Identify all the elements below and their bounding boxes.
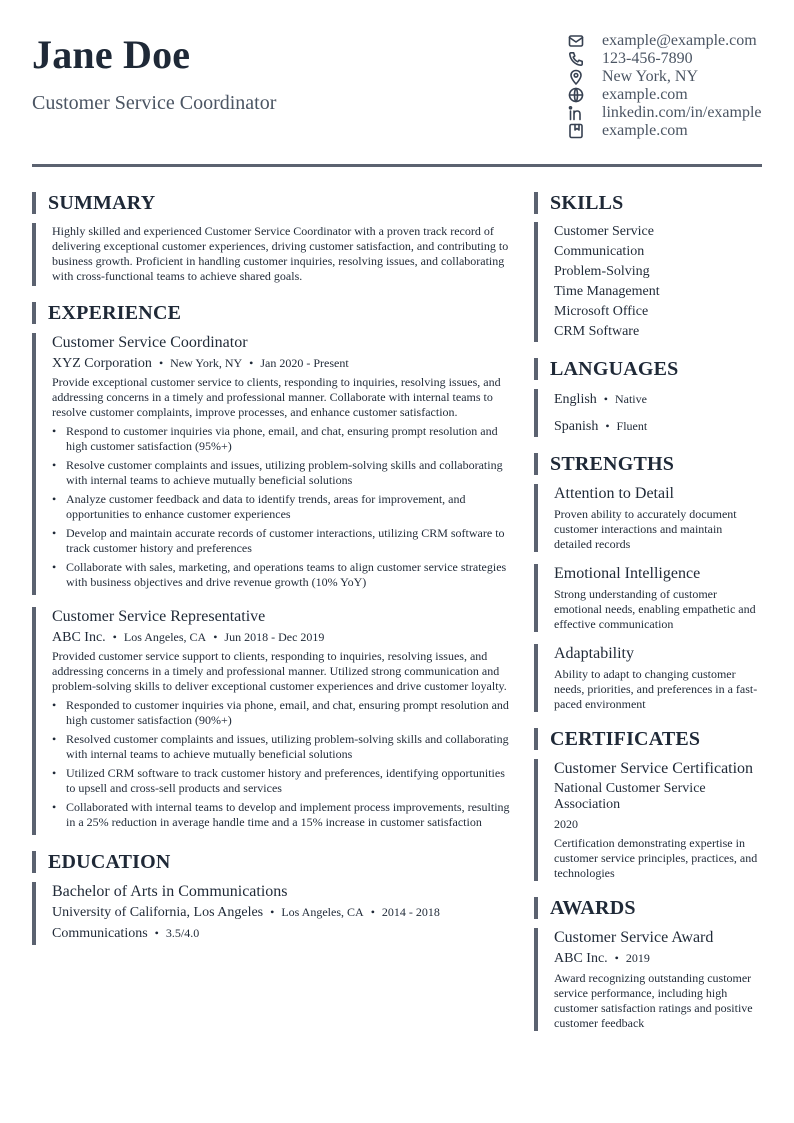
list-item: • Develop and maintain accurate records of customer interactions, utilizing CRM software to track customer history and preferences xyxy=(52,526,512,556)
language-item xyxy=(554,389,762,416)
award-meta xyxy=(554,949,762,968)
contact-location xyxy=(568,68,794,86)
education-meta xyxy=(52,903,512,922)
separator-dot: • xyxy=(605,419,610,433)
certificates-heading: CERTIFICATES xyxy=(534,728,762,750)
job-dates: Jun 2018 - Dec 2019 xyxy=(224,630,325,644)
award-issuer: ABC Inc. xyxy=(554,951,608,966)
strength-title: Adaptability xyxy=(554,645,634,662)
skill-item: Customer Service xyxy=(554,224,654,239)
language-name: Spanish xyxy=(554,419,599,434)
contact-linkedin-text: linkedin.com/in/example xyxy=(602,104,762,121)
experience-entry-1 xyxy=(32,333,512,595)
job-title: Customer Service Representative xyxy=(52,608,266,625)
summary-text: Highly skilled and experienced Customer Service Coordinator with a proven track record of delivering exceptional customer experiences, driving customer satisfaction, and contributing to business growth. Proficient in handling customer inquiries, resolving issues, and collaborating with cross-functional teams to achieve shared goals. xyxy=(52,224,509,283)
strength-item xyxy=(534,644,762,712)
linkedin-icon xyxy=(568,105,602,121)
header-divider xyxy=(32,164,762,167)
award-year: 2019 xyxy=(625,951,650,965)
job-description: Provided customer service support to clients, responding to inquiries, resolving issues, and addressing concerns in a timely and professional manner. Utilized strong communication and problem-solving skills to deliver exceptional customer experiences and drive customer loyalty. xyxy=(52,649,507,693)
separator-dot: • xyxy=(112,630,117,644)
list-item: • Collaborate with sales, marketing, and operations teams to align customer service strategies with business objectives and drive revenue growth (10% YoY) xyxy=(52,560,512,590)
award-item xyxy=(534,928,762,1031)
list-item: • Resolved customer complaints and issues, utilizing problem-solving skills and collaborating with internal teams to achieve mutually beneficial solutions xyxy=(52,732,512,762)
skill-item: Problem-Solving xyxy=(554,264,650,279)
education-section xyxy=(32,882,512,945)
job-dates: Jan 2020 - Present xyxy=(260,356,349,370)
separator-dot: • xyxy=(158,356,164,370)
certificate-text: Certification demonstrating expertise in customer service principles, practices, and technologies xyxy=(554,836,758,880)
contact-website[interactable] xyxy=(568,86,794,104)
strength-title: Emotional Intelligence xyxy=(554,565,701,582)
contact-linkedin[interactable] xyxy=(568,104,794,122)
separator-dot: • xyxy=(249,356,254,370)
list-item: • Respond to customer inquiries via phone, email, and chat, ensuring prompt resolution and high customer satisfaction (95%+) xyxy=(52,424,512,454)
job-title: Customer Service Coordinator xyxy=(52,334,248,351)
separator-dot: • xyxy=(213,630,218,644)
summary-heading: SUMMARY xyxy=(32,192,512,214)
list-item: • Responded to customer inquiries via phone, email, and chat, ensuring prompt resolution and high customer satisfaction (90%+) xyxy=(52,698,512,728)
list-item: • Resolve customer complaints and issues, utilizing problem-solving skills and collaborating with internal teams to achieve mutually beneficial solutions xyxy=(52,458,512,488)
skill-item: Time Management xyxy=(554,284,660,299)
contact-list xyxy=(568,32,794,140)
field-of-study: Communications xyxy=(52,926,148,941)
award-name: Customer Service Award xyxy=(554,929,714,946)
job-company: XYZ Corporation xyxy=(52,356,152,371)
bookmark-icon xyxy=(568,123,602,139)
awards-heading: AWARDS xyxy=(534,897,762,919)
strength-item xyxy=(534,564,762,632)
separator-dot: • xyxy=(270,905,275,919)
certificate-year: 2020 xyxy=(554,817,578,831)
school-name: University of California, Los Angeles xyxy=(52,905,264,920)
list-item: • Analyze customer feedback and data to identify trends, areas for improvement, and opportunities to enhance customer experiences xyxy=(52,492,512,522)
strength-text: Ability to adapt to changing customer needs, priorities, and preferences in a fast-paced environment xyxy=(554,667,758,711)
side-column xyxy=(534,192,762,1031)
languages-section xyxy=(534,389,762,437)
skill-item: CRM Software xyxy=(554,324,640,339)
job-achievements xyxy=(52,424,512,590)
separator-dot: • xyxy=(370,905,375,919)
experience-entry-2 xyxy=(32,607,512,835)
strength-text: Proven ability to accurately document customer interactions and maintain detailed records xyxy=(554,507,737,551)
strength-item xyxy=(534,484,762,552)
strengths-heading: STRENGTHS xyxy=(534,453,762,475)
skills-heading: SKILLS xyxy=(534,192,762,214)
job-location: New York, NY xyxy=(170,356,243,370)
job-meta xyxy=(52,354,512,373)
language-item xyxy=(554,416,762,437)
education-dates: 2014 - 2018 xyxy=(381,905,440,919)
contact-email[interactable] xyxy=(568,32,794,50)
job-location: Los Angeles, CA xyxy=(123,630,207,644)
resume-header xyxy=(32,30,762,150)
languages-heading: LANGUAGES xyxy=(534,358,762,380)
skills-section xyxy=(534,222,762,342)
job-meta xyxy=(52,628,512,647)
strength-title: Attention to Detail xyxy=(554,485,674,502)
language-level: Fluent xyxy=(616,419,648,433)
skill-item: Communication xyxy=(554,244,645,259)
contact-phone-text: 123-456-7890 xyxy=(602,50,693,67)
certificate-issuer: National Customer Service Association xyxy=(554,781,706,812)
phone-icon xyxy=(568,51,602,67)
education-heading: EDUCATION xyxy=(32,851,512,873)
location-pin-icon xyxy=(568,69,602,85)
award-text: Award recognizing outstanding customer service performance, including high customer satisfaction ratings and positive customer feedback xyxy=(554,971,753,1030)
school-location: Los Angeles, CA xyxy=(281,905,364,919)
separator-dot: • xyxy=(614,951,619,965)
strength-text: Strong understanding of customer emotional needs, enabling empathetic and effective communication xyxy=(554,587,756,631)
main-column xyxy=(32,192,512,945)
education-field-meta xyxy=(52,924,512,943)
list-item: • Collaborated with internal teams to develop and implement process improvements, resulting in a 25% reduction in average handle time and a 15% increase in customer satisfaction xyxy=(52,800,512,830)
certificate-item xyxy=(534,759,762,881)
separator-dot: • xyxy=(154,926,159,940)
globe-icon xyxy=(568,87,602,103)
summary-section xyxy=(32,223,512,286)
language-name: English xyxy=(554,392,597,407)
skill-item: Microsoft Office xyxy=(554,304,649,319)
gpa: 3.5/4.0 xyxy=(165,926,200,940)
job-achievements xyxy=(52,698,512,830)
language-level: Native xyxy=(614,392,647,406)
contact-website-text: example.com xyxy=(602,86,688,103)
contact-portfolio-text: example.com xyxy=(602,122,688,139)
list-item: • Utilized CRM software to track customer history and preferences, identifying opportunities to upsell and cross-sell products and services xyxy=(52,766,512,796)
job-description: Provide exceptional customer service to clients, responding to inquiries, resolving issues, and addressing concerns in a timely and professional manner. Collaborate with internal teams to resolve customer complaints, improve processes, and enhance customer satisfaction. xyxy=(52,375,501,419)
mail-icon xyxy=(568,33,602,49)
certificate-name: Customer Service Certification xyxy=(554,760,754,777)
contact-location-text: New York, NY xyxy=(602,68,699,85)
contact-phone[interactable] xyxy=(568,50,794,68)
experience-heading: EXPERIENCE xyxy=(32,302,512,324)
candidate-role: Customer Service Coordinator xyxy=(32,92,277,114)
degree-title: Bachelor of Arts in Communications xyxy=(52,883,288,900)
job-company: ABC Inc. xyxy=(52,630,106,645)
separator-dot: • xyxy=(603,392,608,406)
candidate-name: Jane Doe xyxy=(32,32,191,77)
contact-portfolio[interactable] xyxy=(568,122,794,140)
contact-email-text: example@example.com xyxy=(602,32,757,49)
